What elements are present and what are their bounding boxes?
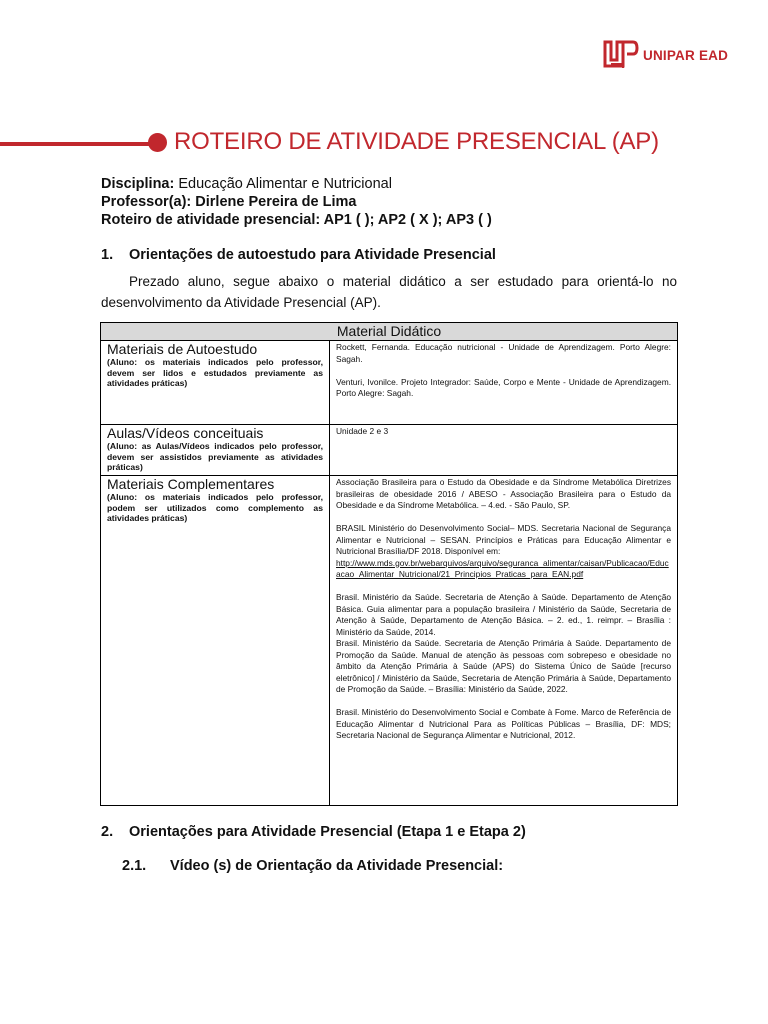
page-title: ROTEIRO DE ATIVIDADE PRESENCIAL (AP) [174, 128, 659, 155]
discipline-value: Educação Alimentar e Nutricional [174, 176, 392, 192]
reference-item: Brasil. Ministério da Saúde. Secretaria de Atenção à Saúde. Departamento de Atenção Básica. Guia alimentar para a população brasileira / Ministério da Saúde, Secretaria de Atenção à Saúde, Departamento de Atenção Básica. – 2. ed., 1. reimpr. – Brasília : Ministério da Saúde, 2014. [336, 592, 672, 637]
section-2-heading [101, 824, 526, 840]
reference-item: BRASIL Ministério do Desenvolvimento Social– MDS. Secretaria Nacional de Segurança Alimentar e Nutricional – SESAN. Princípios e Práticas para Educação Alimentar e Nutricional Brasília/DF 2018. Disponível em: [336, 523, 672, 556]
discipline-label: Disciplina: [101, 176, 175, 192]
brand-suffix: EAD [698, 47, 729, 63]
reference-item: Rockett, Fernanda. Educação nutricional - Unidade de Aprendizagem. Porto Alegre: Sagah. [336, 342, 672, 364]
table-row [101, 425, 678, 476]
discipline-row [101, 175, 492, 193]
table-row [101, 476, 678, 806]
unipar-logo-icon [603, 40, 639, 70]
reference-item: Unidade 2 e 3 [336, 426, 389, 436]
unipar-ead-logo [603, 40, 728, 70]
row-note-complementares: (Aluno: os materiais indicados pelo professor, podem ser utilizados como complemento as atividades práticas) [107, 492, 323, 523]
row-title-complementares: Materiais Complementares [107, 476, 275, 492]
title-bullet-dot [148, 133, 167, 152]
brand-name: UNIPAR [643, 47, 695, 63]
row-title-autoestudo: Materiais de Autoestudo [107, 341, 258, 357]
reference-item: Brasil. Ministério do Desenvolvimento Social e Combate à Fome. Marco de Referência de Educação Alimentar d Nutricional Para as Políticas Públicas – Brasília, DF: MDS; Secretaria Nacional de Segurança Alimentar e Nutricional, 2012. [336, 707, 672, 740]
professor-line: Professor(a): Dirlene Pereira de Lima [101, 194, 357, 210]
title-row [0, 128, 768, 156]
section-2-1-title: Vídeo (s) de Orientação da Atividade Presencial: [170, 858, 504, 874]
material-table-header: Material Didático [101, 323, 678, 341]
reference-item: Brasil. Ministério da Saúde. Secretaria de Atenção Primária à Saúde. Departamento de Promoção da Saúde. Manual de atenção às pessoas com sobrepeso e obesidade no âmbito da Atenção Primária à Saúde (APS) do Sistema Único de Saúde [recurso eletrônico] / Ministério da Saúde, Secretaria de Atenção Primária à Saúde, Departamento de Promoção da Saúde. – Brasília: Ministério da Saúde, 2022. [336, 638, 672, 694]
activity-line: Roteiro de atividade presencial: AP1 ( ); AP2 ( X ); AP3 ( ) [101, 212, 492, 228]
section-1-number: 1. [101, 247, 114, 263]
section-1-heading [101, 247, 496, 263]
reference-link[interactable]: http://www.mds.gov.br/webarquivos/arquivo/seguranca_alimentar/caisan/Publicacao/Educacao_Alimentar_Nutricional/21_Principios_Praticas_para_EAN.pdf [336, 557, 669, 579]
table-row [101, 341, 678, 425]
row-note-videos: (Aluno: as Aulas/Vídeos indicados pelo professor, devem ser assistidos previamente as atividades práticas) [107, 441, 323, 472]
reference-item: Venturi, Ivonilce. Projeto Integrador: Saúde, Corpo e Mente - Unidade de Aprendizagem. Porto Alegre: Sagah. [336, 376, 672, 398]
section-2-1-number: 2.1. [122, 858, 147, 874]
reference-item: Associação Brasileira para o Estudo da Obesidade e da Síndrome Metabólica Diretrizes brasileiras de obesidade 2016 / ABESO - Associação Brasileira para o Estudo da Obesidade e da Síndrome Metabólica. – 4.ed. - São Paulo, SP. [336, 477, 672, 510]
material-table [100, 322, 678, 806]
row-title-videos: Aulas/Vídeos conceituais [107, 425, 264, 441]
course-meta [101, 175, 492, 229]
section-2-title: Orientações para Atividade Presencial (Etapa 1 e Etapa 2) [129, 824, 526, 840]
title-accent-line [0, 142, 160, 146]
section-2-1-heading [122, 858, 503, 874]
section-2-number: 2. [101, 824, 114, 840]
intro-paragraph: Prezado aluno, segue abaixo o material didático a ser estudado para orientá-lo no desenvolvimento da Atividade Presencial (AP). [101, 274, 677, 310]
section-1-title: Orientações de autoestudo para Atividade Presencial [129, 247, 496, 263]
row-note-autoestudo: (Aluno: os materiais indicados pelo professor, devem ser lidos e estudados previamente as atividades práticas) [107, 357, 323, 388]
